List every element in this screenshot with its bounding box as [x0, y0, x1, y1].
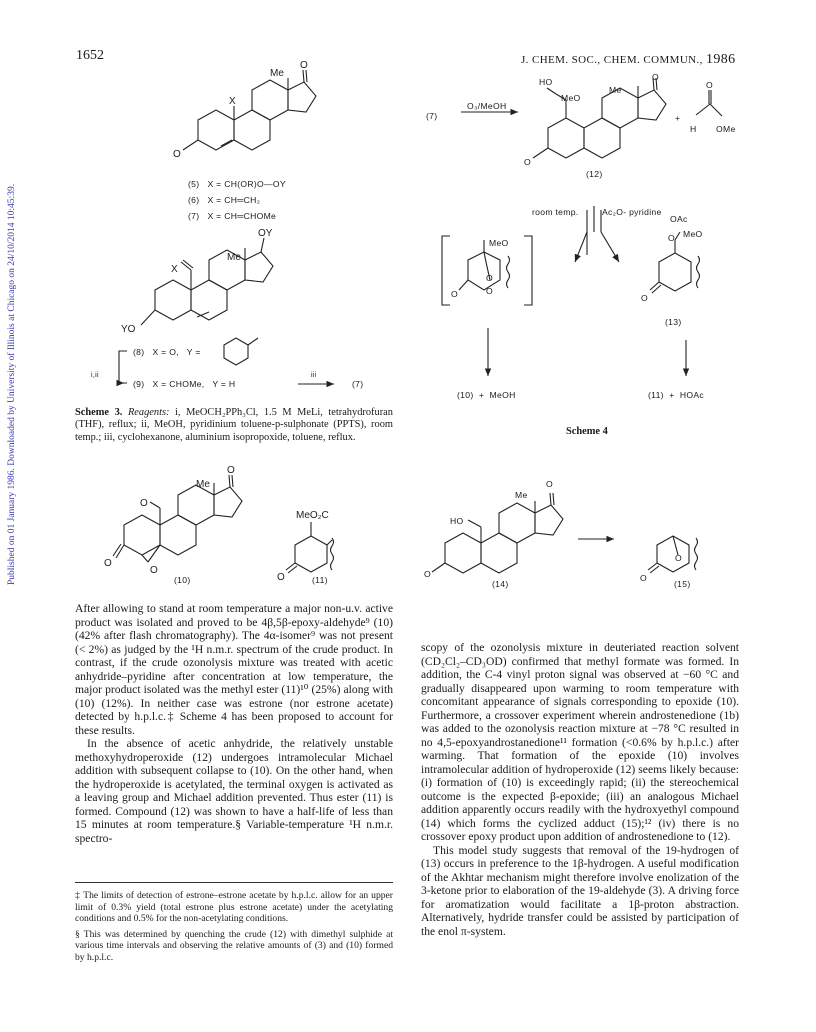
- journal-year: 1986: [705, 52, 736, 67]
- compound-15-label: (15): [674, 579, 691, 589]
- o-label: O: [424, 569, 431, 579]
- page-number: 1652: [76, 48, 104, 63]
- x-label: X: [171, 264, 178, 275]
- x-label: X: [229, 96, 236, 107]
- me-label: Me: [227, 252, 241, 263]
- o-label: O: [486, 273, 493, 283]
- structure-8-9: [121, 228, 273, 335]
- h-label: H: [690, 124, 697, 134]
- paragraph: This model study suggests that removal of the 19-hydrogen of (13) occurs in preference to the 1β-hydrogen. A useful modification of the Akhtar mechanism might therefore involve enolization of the 3-ketone prior to elaboration of the 19-aldehyde (3). A driving force for aromatization would facilitate a 1β-proton abstraction. Alternatively, hydride transfer could be assisted by participation of the enol π-system.: [421, 843, 739, 938]
- meo-label: MeO: [561, 93, 581, 103]
- me-label: Me: [196, 479, 210, 490]
- paragraph: After allowing to stand at room temperature a major non-u.v. active product was isolated and proved to be 4β,5β-epoxy-aldehyde⁹ (10) (42% after flash chromatography). The 4α-isomer⁹ was not present (< 2%) as judged by the ¹H n.m.r. spectrum of the crude product. In contrast, if the crude ozonolysis mixture was treated with acetic anhydride–pyridine after concentration at low temperature, the major product isolated was the methyl ester (11)¹⁰ (25%) along with (10) (12%). In neither case was estrone (nor estrone acetate) detected by h.p.l.c.‡ Scheme 4 has been proposed to account for these results.: [75, 602, 393, 737]
- ho-label: HO: [450, 516, 464, 526]
- o-label: O: [227, 465, 235, 476]
- product-11-acetic-acid-label: (11) + HOAc: [648, 390, 705, 400]
- me-label: Me: [609, 85, 622, 95]
- oy-label: OY: [258, 228, 273, 239]
- room-temp-label: room temp.: [532, 207, 579, 217]
- compound-7-product-label: (7): [352, 379, 364, 389]
- o-label: O: [173, 149, 181, 160]
- o-label: O: [675, 553, 682, 563]
- compound-5-label: (5) X = CH(OR)O—OY: [188, 179, 286, 189]
- o-label: O: [486, 286, 493, 296]
- footnote-rule: [75, 882, 393, 883]
- plus-label: +: [675, 113, 681, 123]
- o-label: O: [140, 498, 148, 509]
- compound-7-label: (7) X = CH═CHOMe: [188, 211, 277, 221]
- o-label: O: [150, 565, 158, 576]
- o-label: O: [652, 72, 659, 82]
- structure-5-7: [173, 60, 316, 160]
- o-label: O: [641, 293, 648, 303]
- right-column-body: [421, 641, 739, 938]
- meo2c-label: MeO₂C: [296, 510, 329, 521]
- reagent-iii-label: iii: [311, 372, 317, 379]
- meo-label: MeO: [683, 229, 703, 239]
- compound-10-label: (10): [174, 575, 191, 585]
- ome-label: OMe: [716, 124, 736, 134]
- compound-13-label: (13): [665, 317, 682, 327]
- o-label: O: [451, 289, 458, 299]
- ozone-reagent-label: O₃/MeOH: [467, 101, 507, 111]
- compound-11-label: (11): [312, 575, 328, 585]
- reagents-label: Reagents:: [127, 407, 170, 418]
- compound-7-start-label: (7): [426, 111, 438, 121]
- yo-label: YO: [121, 324, 136, 335]
- oac-label: OAc: [670, 214, 688, 224]
- journal-name: J. CHEM. SOC., CHEM. COMMUN.,: [521, 54, 703, 66]
- paragraph: scopy of the ozonolysis mixture in deuteriated reaction solvent (CD₂Cl₂–CD₃OD) confirmed that methyl formate was formed. In addition, the C-4 vinyl proton signal was observed at −60 °C and gradually disappeared upon warming to room temperature with concomitant appearance of signals corresponding to epoxide (10). Furthermore, a crossover experiment wherein androstenedione (1b) was added to the ozonolysis reaction mixture at −78 °C resulted in no 4,5-epoxyandrostanedione¹¹ formation (<0.6% by h.p.l.c.) after warming. That formation of the epoxide (10) involves intramolecular addition of hydroperoxide (12) seems likely because: (i) formation of (10) is exceedingly rapid; (ii) the stereochemical outcome is the expected β-epoxide; (iii) an analogous Michael addition apparently occurs readily with the hydroxyethyl compound (14) which forms the cyclized adduct (15);¹² (iv) there is no crossover epoxy product upon addition of androstenedione to (12).: [421, 641, 739, 843]
- o-label: O: [640, 573, 647, 583]
- o-label: O: [277, 572, 285, 583]
- structure-11: [277, 510, 334, 583]
- compound-8-label: (8) X = O, Y =: [133, 347, 201, 357]
- o-label: O: [524, 157, 531, 167]
- reagent-i-ii-label: i,ii: [91, 372, 99, 379]
- scheme-3-text: i, MeOCH₂PPh₃Cl, 1.5 M MeLi, tetrahydrofuran (THF), reflux; ii, MeOH, pyridinium toluene-p-sulphonate (PPTS), room temp.; iii, cyclohexanone, aluminium isopropoxide, toluene, reflux.: [75, 407, 393, 443]
- scheme-3-label: Scheme 3.: [75, 407, 123, 418]
- ho-label: HO: [539, 77, 553, 87]
- meo-label: MeO: [489, 238, 509, 248]
- footnotes: [75, 890, 393, 968]
- structure-10: [104, 465, 242, 576]
- scheme-4-title: Scheme 4: [566, 426, 608, 437]
- footnote: ‡ The limits of detection of estrone–estrone acetate by h.p.l.c. allow for an upper limit of 0.3% yield (total estrone plus estrone acetate) under the acetylating conditions and 0.5% for the non-acetylating conditions.: [75, 890, 393, 925]
- me-label: Me: [515, 490, 528, 500]
- publication-side-note: Published on 01 January 1986. Downloaded by University of Illinois at Chicago on 24/10/2014 10:45:39.: [7, 183, 17, 585]
- o-label: O: [104, 558, 112, 569]
- product-10-methanol-label: (10) + MeOH: [457, 390, 516, 400]
- ac2o-pyridine-label: Ac₂O- pyridine: [602, 207, 662, 217]
- compound-9-label: (9) X = CHOMe, Y = H: [133, 379, 236, 389]
- o-label: O: [706, 80, 713, 90]
- paragraph: In the absence of acetic anhydride, the relatively unstable methoxyhydroperoxide (12) undergoes intramolecular Michael addition with subsequent collapse to (10). On the other hand, when the hydroperoxide is acetylated, the terminal oxygen is activated as a leaving group and Michael addition prevented. Thus ester (11) is formed. Compound (12) was shown to have a half-life of less than 15 minutes at room temperature.§ Variable-temperature ¹H n.m.r. spectro-: [75, 737, 393, 845]
- o-label: O: [668, 233, 675, 243]
- scheme-3-caption: [75, 407, 393, 444]
- compound-12-label: (12): [586, 169, 603, 179]
- left-column-body: [75, 602, 393, 845]
- compound-14-label: (14): [492, 579, 509, 589]
- o-label: O: [546, 479, 553, 489]
- compound-6-label: (6) X = CH═CH₂: [188, 195, 261, 205]
- structure-8-9-labels: [119, 338, 334, 384]
- o-label: O: [300, 60, 308, 71]
- me-label: Me: [270, 68, 284, 79]
- footnote: § This was determined by quenching the crude (12) with dimethyl sulphide at various time intervals and observing the relative amounts of (3) and (10) formed by h.p.l.c.: [75, 928, 393, 963]
